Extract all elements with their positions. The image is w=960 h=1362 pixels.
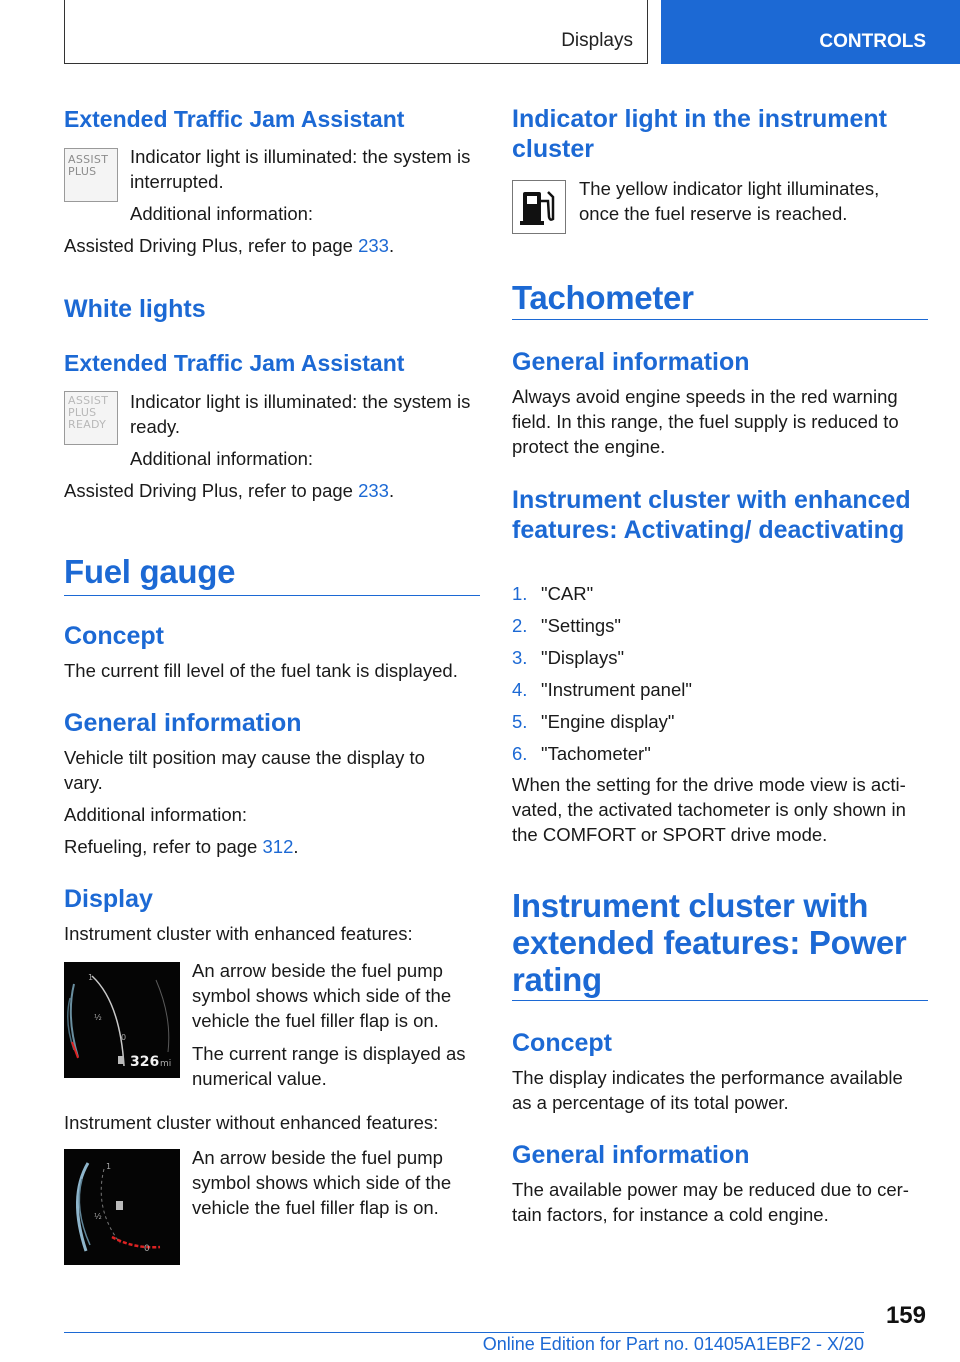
list-item: 2. "Settings" [512,615,621,636]
refueling-reference: Refueling, refer to page 312. [64,836,299,857]
section-rule [64,595,480,596]
display-enhanced-text1: An arrow beside the fuel pump symbol shows which side of the vehicle the fuel filler flap is on. [192,960,452,1031]
jam1-reference: Assisted Driving Plus, refer to page 233. [64,235,395,256]
general-info-heading: General information [64,709,302,737]
jam1-heading: Extended Traffic Jam Assistant [64,106,405,132]
svg-text:mi: mi [160,1059,172,1069]
display-enhanced-label: Instrument cluster with enhanced features: [64,923,413,944]
power-concept-text: The display indicates the performance available as a percentage of its total power. [512,1067,903,1113]
concept-text: The current fill level of the fuel tank is displayed. [64,660,458,681]
svg-text:0: 0 [121,1033,127,1042]
jam2-reference: Assisted Driving Plus, refer to page 233. [64,480,395,501]
tach-activate-heading: Instrument cluster with enhanced features: Activating/ deactivating [512,486,911,544]
display-heading: Display [64,885,153,913]
concept-heading: Concept [64,622,164,650]
section-rule [512,319,928,320]
tachometer-heading: Tachometer [512,279,694,316]
footer-edition: Online Edition for Part no. 01405A1EBF2 - X/20 [482,1334,864,1354]
header-box [64,0,648,64]
fuel-gauge-graphic [64,962,180,1078]
header-chapter-label: CONTROLS [819,31,926,52]
display-non-enhanced-text: An arrow beside the fuel pump symbol shows which side of the vehicle the fuel filler flap is on. [192,1147,452,1218]
fuel-pump-icon [512,180,566,234]
white-lights-heading: White lights [64,295,206,323]
page-number: 159 [885,1302,926,1329]
svg-text:½: ½ [94,1013,102,1022]
list-item: 5. "Engine display" [512,711,675,732]
assist-plus-icon: ASSIST PLUS [64,148,118,202]
tach-general-text: Always avoid engine speeds in the red warning field. In this range, the fuel supply is reduced to protect the engine. [512,386,899,457]
power-rating-heading: Instrument cluster with extended features: Power rating [512,887,907,998]
power-concept-heading: Concept [512,1029,612,1057]
section-rule [512,1000,928,1001]
tach-general-heading: General information [512,348,750,376]
page-link[interactable]: 312 [262,836,294,857]
display-non-enhanced-label: Instrument cluster without enhanced features: [64,1112,439,1133]
page-link[interactable]: 233 [358,480,389,501]
list-item: 6. "Tachometer" [512,743,651,764]
header-chapter-tab [661,0,960,64]
enhanced-fuel-gauge-image [64,962,180,1078]
list-item: 3. "Displays" [512,647,625,668]
jam2-additional: Additional information: [130,448,314,469]
display-enhanced-text2: The current range is displayed as numerical value. [192,1043,466,1089]
general-info-additional: Additional information: [64,804,248,825]
power-general-heading: General information [512,1141,750,1169]
list-item: 1. "CAR" [512,583,594,604]
tach-note-text: When the setting for the drive mode view is activated, the activated tachometer is only shown in the COMFORT or SPORT drive mode. [512,774,906,845]
svg-text:1: 1 [106,1162,112,1171]
power-general-text: The available power may be reduced due to certain factors, for instance a cold engine. [512,1179,909,1225]
steps-list [512,581,912,773]
svg-text:½: ½ [94,1212,102,1221]
page-link[interactable]: 233 [358,235,389,256]
header-section-title: Displays [561,30,633,51]
footer-rule [64,1332,864,1333]
jam1-text: Indicator light is illuminated: the system is interrupted. [130,146,471,192]
svg-text:0: 0 [144,1244,150,1254]
svg-text:326: 326 [130,1054,160,1070]
assist-plus-ready-icon: ASSIST PLUS READY [64,391,118,445]
fuel-gauge-heading: Fuel gauge [64,553,236,590]
general-info-text: Vehicle tilt position may cause the display to vary. [64,747,425,793]
indicator-heading: Indicator light in the instrument cluster [512,105,887,163]
svg-text:1: 1 [88,973,94,982]
jam2-heading: Extended Traffic Jam Assistant [64,350,405,376]
list-item: 4. "Instrument panel" [512,679,692,700]
jam1-additional: Additional information: [130,203,314,224]
non-enhanced-fuel-gauge-image [64,1149,180,1265]
jam2-text: Indicator light is illuminated: the system is ready. [130,391,471,437]
indicator-text: The yellow indicator light illuminates, once the fuel reserve is reached. [579,178,880,224]
fuel-gauge-graphic [64,1149,180,1265]
